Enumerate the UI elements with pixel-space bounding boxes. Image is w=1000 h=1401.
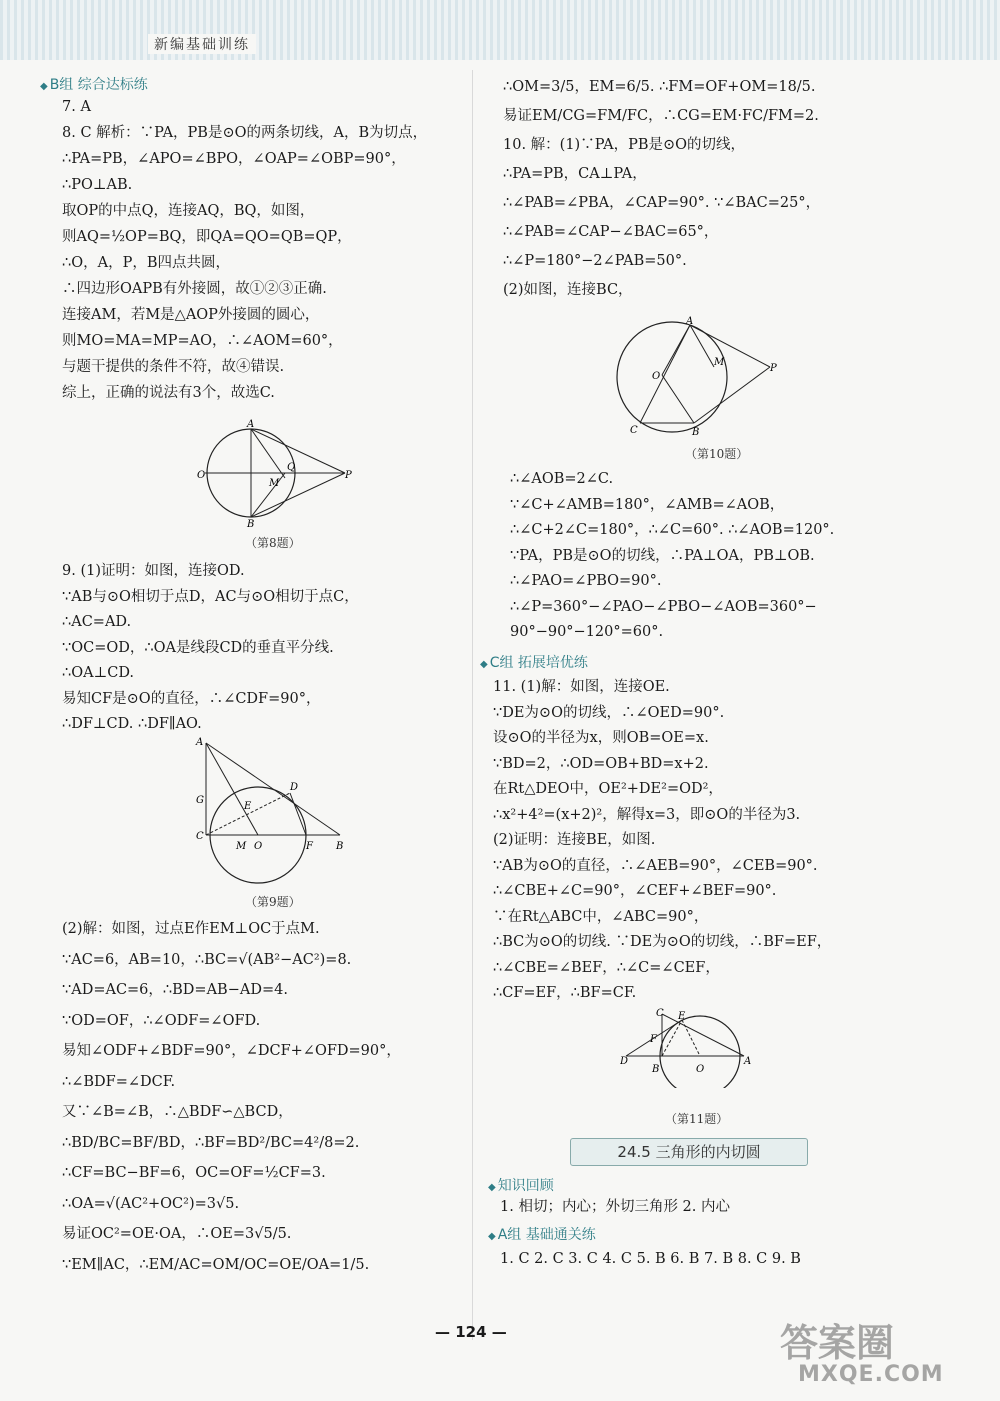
watermark-logo: 答案圈 MXQE.COM <box>780 1321 944 1387</box>
text-line: 在Rt△DEO中，OE²+DE²=OD²， <box>493 781 723 797</box>
svg-text:Q: Q <box>287 462 296 473</box>
svg-text:C: C <box>656 1008 664 1019</box>
text-line: ∴OA=√(AC²+OC²)=3√5. <box>62 1195 240 1212</box>
svg-text:A: A <box>744 1056 752 1067</box>
svg-text:E: E <box>678 1011 686 1022</box>
text-line: ∴∠P=360°−∠PAO−∠PBO−∠AOB=360°− <box>510 598 817 615</box>
text-line: ∴OA⊥CD. <box>62 665 135 681</box>
text-line: ∴CF=BC−BF=6，OC=OF=½CF=3. <box>62 1165 326 1181</box>
text-line: ∵OC=OD，∴OA是线段CD的垂直平分线. <box>62 639 334 656</box>
knowledge-heading: ◆ 知识回顾 <box>488 1178 554 1194</box>
text-line: (2)证明：连接BE，如图. <box>493 832 656 848</box>
svg-text:M: M <box>236 841 247 852</box>
svg-text:B: B <box>652 1064 660 1075</box>
text-line: ∴∠PAB=∠CAP−∠BAC=65°， <box>503 224 719 240</box>
text-line: ∴∠P=180°−2∠PAB=50°. <box>503 253 687 269</box>
figure-9-caption: （第9题） <box>245 895 301 909</box>
text-line: 连接AM，若M是△AOP外接圆的圆心， <box>62 307 320 323</box>
text-line: 易证EM/CG=FM/FC，∴CG=EM·FC/FM=2. <box>503 108 819 124</box>
knowledge-answers: 1. 相切；内心；外切三角形 2. 内心 <box>500 1199 730 1215</box>
triangle-icon: ◆ <box>488 1231 496 1242</box>
text-line: ∵AC=6，AB=10，∴BC=√(AB²−AC²)=8. <box>62 951 352 968</box>
text-line: ∴∠C+2∠C=180°，∴∠C=60°. ∴∠AOB=120°. <box>510 522 835 538</box>
text-line: 则MO=MA=MP=AO，∴∠AOM=60°， <box>62 333 343 349</box>
text-line: ∴PA=PB，∠APO=∠BPO，∠OAP=∠OBP=90°， <box>62 151 406 167</box>
text-line: 11. (1)解：如图，连接OE. <box>493 679 670 695</box>
text-line: ∵PA，PB是⊙O的切线，∴PA⊥OA，PB⊥OB. <box>510 547 815 564</box>
figure-9 <box>190 735 350 885</box>
svg-text:D: D <box>620 1056 629 1067</box>
text-line: ∵OD=OF，∴∠ODF=∠OFD. <box>62 1012 261 1029</box>
page-number: — 124 — <box>435 1323 507 1341</box>
text-line: 90°−90°−120°=60°. <box>510 624 664 640</box>
svg-text:O: O <box>254 841 263 852</box>
text-line: ∴BD/BC=BF/BD，∴BF=BD²/BC=4²/8=2. <box>62 1134 360 1151</box>
text-line: 7. A <box>62 99 91 115</box>
text-line: (2)解：如图，过点E作EM⊥OC于点M. <box>62 921 320 937</box>
svg-text:D: D <box>290 782 299 793</box>
figure-8 <box>195 418 355 528</box>
text-line: ∵AD=AC=6，∴BD=AB−AD=4. <box>62 982 288 998</box>
text-line: ∴∠AOB=2∠C. <box>510 471 614 487</box>
text-line: 易证OC²=OE·OA，∴OE=3√5/5. <box>62 1226 292 1242</box>
svg-text:B: B <box>336 841 344 852</box>
text-line: ∴∠PAB=∠PBA，∠CAP=90°. ∵∠BAC=25°， <box>503 195 821 211</box>
svg-text:A: A <box>686 316 694 327</box>
section-c-heading: ◆ C组 拓展培优练 <box>480 655 588 671</box>
svg-text:F: F <box>306 841 313 852</box>
section-b-heading: ◆ B组 综合达标练 <box>40 77 148 93</box>
triangle-icon: ◆ <box>40 81 48 92</box>
text-line: 9. (1)证明：如图，连接OD. <box>62 563 245 579</box>
text-line: ∴x²+4²=(x+2)²，解得x=3，即⊙O的半径为3. <box>493 806 801 823</box>
svg-text:C: C <box>196 831 204 842</box>
svg-text:F: F <box>650 1034 657 1045</box>
svg-text:M: M <box>714 357 725 368</box>
text-line: ∴AC=AD. <box>62 614 132 630</box>
text-line: 又∵∠B=∠B，∴△BDF∽△BCD， <box>62 1104 293 1120</box>
text-line: 易知CF是⊙O的直径，∴∠CDF=90°， <box>62 690 321 707</box>
text-line: ∴O，A，P，B四点共圆， <box>62 255 230 271</box>
figure-11 <box>620 1008 760 1088</box>
text-line: ∵DE为⊙O的切线，∴∠OED=90°. <box>493 704 725 721</box>
section-title-24-5: 24.5 三角形的内切圆 <box>570 1138 808 1166</box>
section-a-answers: 1. C 2. C 3. C 4. C 5. B 6. B 7. B 8. C 9. B <box>500 1251 801 1267</box>
text-line: 设⊙O的半径为x，则OB=OE=x. <box>493 730 709 746</box>
text-line: ∵在Rt△ABC中，∠ABC=90°， <box>493 908 709 925</box>
svg-text:G: G <box>196 795 204 806</box>
text-line: (2)如图，连接BC， <box>503 282 633 298</box>
svg-text:P: P <box>345 470 352 481</box>
text-line: ∴∠PAO=∠PBO=90°. <box>510 573 662 589</box>
text-line: ∵AB为⊙O的直径，∴∠AEB=90°，∠CEB=90°. <box>493 857 818 874</box>
text-line: ∵BD=2，∴OD=OB+BD=x+2. <box>493 755 709 772</box>
text-line: ∴PA=PB，CA⊥PA， <box>503 166 647 182</box>
text-line: ∴∠CBE+∠C=90°，∠CEF+∠BEF=90°. <box>493 883 777 899</box>
svg-text:B: B <box>692 427 700 438</box>
text-line: ∴OM=3/5，EM=6/5. ∴FM=OF+OM=18/5. <box>503 79 816 95</box>
svg-text:O: O <box>696 1064 705 1075</box>
text-line: ∵∠C+∠AMB=180°，∠AMB=∠AOB， <box>510 496 785 513</box>
figure-10 <box>610 315 790 440</box>
svg-text:A: A <box>247 419 255 430</box>
text-line: 与题干提供的条件不符，故④错误. <box>62 359 285 375</box>
column-divider <box>472 70 473 1340</box>
text-line: ∴PO⊥AB. <box>62 177 133 193</box>
svg-text:A: A <box>196 737 204 748</box>
figure-8-caption: （第8题） <box>245 536 301 550</box>
text-line: ∵EM∥AC，∴EM/AC=OM/OC=OE/OA=1/5. <box>62 1256 370 1273</box>
text-line: 易知∠ODF+∠BDF=90°，∠DCF+∠OFD=90°， <box>62 1043 401 1059</box>
text-line: ∴DF⊥CD. ∴DF∥AO. <box>62 716 202 732</box>
text-line: ∴BC为⊙O的切线. ∵DE为⊙O的切线，∴BF=EF， <box>493 934 832 950</box>
text-line: 综上，正确的说法有3个，故选C. <box>62 385 275 401</box>
svg-text:O: O <box>652 371 661 382</box>
text-line: 10. 解：(1)∵PA，PB是⊙O的切线， <box>503 137 746 153</box>
svg-text:M: M <box>269 478 280 489</box>
svg-text:C: C <box>630 425 638 436</box>
text-line: 8. C 解析：∵PA，PB是⊙O的两条切线，A，B为切点， <box>62 125 428 141</box>
triangle-icon: ◆ <box>480 659 488 670</box>
text-line: 取OP的中点Q，连接AQ，BQ，如图， <box>62 203 315 219</box>
book-title: 新编基础训练 <box>148 34 256 54</box>
svg-text:P: P <box>770 363 777 374</box>
figure-11-caption: （第11题） <box>665 1112 729 1126</box>
svg-text:E: E <box>244 801 252 812</box>
text-line: 则AQ=½OP=BQ，即QA=QO=QB=QP， <box>62 229 352 245</box>
text-line: ∴四边形OAPB有外接圆，故①②③正确. <box>62 281 327 297</box>
svg-text:B: B <box>247 519 255 528</box>
section-a-heading: ◆ A组 基础通关练 <box>488 1227 596 1243</box>
figure-10-caption: （第10题） <box>685 447 749 461</box>
text-line: ∴∠CBE=∠BEF，∴∠C=∠CEF， <box>493 959 720 976</box>
text-line: ∵AB与⊙O相切于点D，AC与⊙O相切于点C， <box>62 588 359 605</box>
triangle-icon: ◆ <box>488 1182 496 1193</box>
text-line: ∴∠BDF=∠DCF. <box>62 1073 176 1090</box>
svg-text:O: O <box>197 470 206 481</box>
text-line: ∴CF=EF，∴BF=CF. <box>493 985 637 1001</box>
